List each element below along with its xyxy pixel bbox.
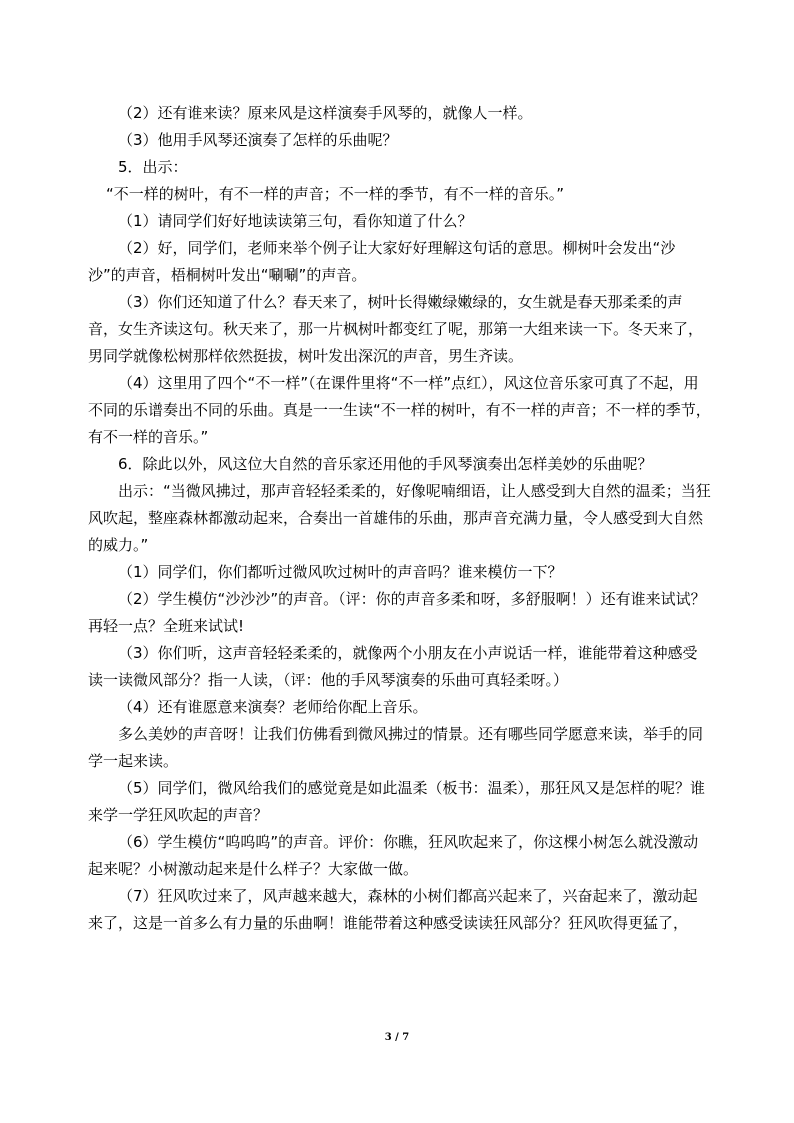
paragraph: 5．出示：: [118, 158, 188, 176]
paragraph: （3）你们还知道了什么？春天来了，树叶长得嫩绿嫩绿的，女生就是春天那柔柔的声音，女生齐读这句。秋天来了，那一片枫树叶都变红了呢，那第一大组来读一下。冬天来了，男同学就像松树那样依然挺拔，树叶发出深沉的声音，男生齐读。: [88, 293, 704, 365]
paragraph: （4）还有谁愿意来演奏？老师给你配上音乐。: [118, 698, 428, 716]
paragraph: 6．除此以外，风这位大自然的音乐家还用他的手风琴演奏出怎样美妙的乐曲呢？: [118, 455, 653, 473]
paragraph: （1）同学们，你们都听过微风吹过树叶的声音吗？谁来模仿一下？: [118, 563, 563, 581]
paragraph: （4）这里用了四个“不一样”（在课件里将“不一样”点红），风这位音乐家可真了不起，用不同的乐谱奏出不同的乐曲。真是一一生读“不一样的树叶，有不一样的声音；不一样的季节，有不一样的音乐。”: [88, 374, 711, 446]
paragraph: （7）狂风吹过来了，风声越来越大，森林的小树们都高兴起来了，兴奋起来了，激动起来了，这是一首多么有力量的乐曲啊！谁能带着这种感受读读狂风部分？狂风吹得更猛了，: [88, 887, 698, 932]
quoted-sentence: “不一样的树叶，有不一样的声音；不一样的季节，有不一样的音乐。”: [106, 185, 565, 203]
paragraph: （2）好，同学们，老师来举个例子让大家好好理解这句话的意思。柳树叶会发出“沙沙”的声音，梧桐树叶发出“唰唰”的声音。: [88, 239, 676, 284]
page-body: [88, 100, 712, 937]
page-number: 3 / 7: [384, 1032, 410, 1043]
paragraph: （3）你们听，这声音轻轻柔柔的，就像两个小朋友在小声说话一样，谁能带着这种感受读一读微风部分？指一人读，（评：他的手风琴演奏的乐曲可真轻柔呀。）: [88, 644, 698, 689]
paragraph: 出示：“当微风拂过，那声音轻轻柔柔的，好像呢喃细语，让人感受到大自然的温柔；当狂风吹起，整座森林都激动起来，合奏出一首雄伟的乐曲，那声音充满力量，令人感受到大自然的威力。”: [88, 482, 711, 554]
paragraph: （6）学生模仿“呜呜呜”的声音。评价：你瞧，狂风吹起来了，你这棵小树怎么就没激动起来呢？小树激动起来是什么样子？大家做一做。: [88, 833, 699, 878]
paragraph: （1）请同学们好好地读读第三句，看你知道了什么？: [118, 212, 473, 230]
paragraph: （2）学生模仿“沙沙沙”的声音。（评：你的声音多柔和呀，多舒服啊！）还有谁来试试？再轻一点？全班来试试!: [88, 590, 706, 635]
paragraph: （5）同学们，微风给我们的感觉竟是如此温柔（板书：温柔），那狂风又是怎样的呢？谁来学一学狂风吹起的声音？: [88, 779, 706, 824]
paragraph: （2）还有谁来读？原来风是这样演奏手风琴的，就像人一样。: [118, 104, 533, 122]
paragraph: （3）他用手风琴还演奏了怎样的乐曲呢？: [118, 131, 398, 149]
paragraph: 多么美妙的声音呀！让我们仿佛看到微风拂过的情景。还有哪些同学愿意来读，举手的同学一起来读。: [88, 725, 704, 770]
